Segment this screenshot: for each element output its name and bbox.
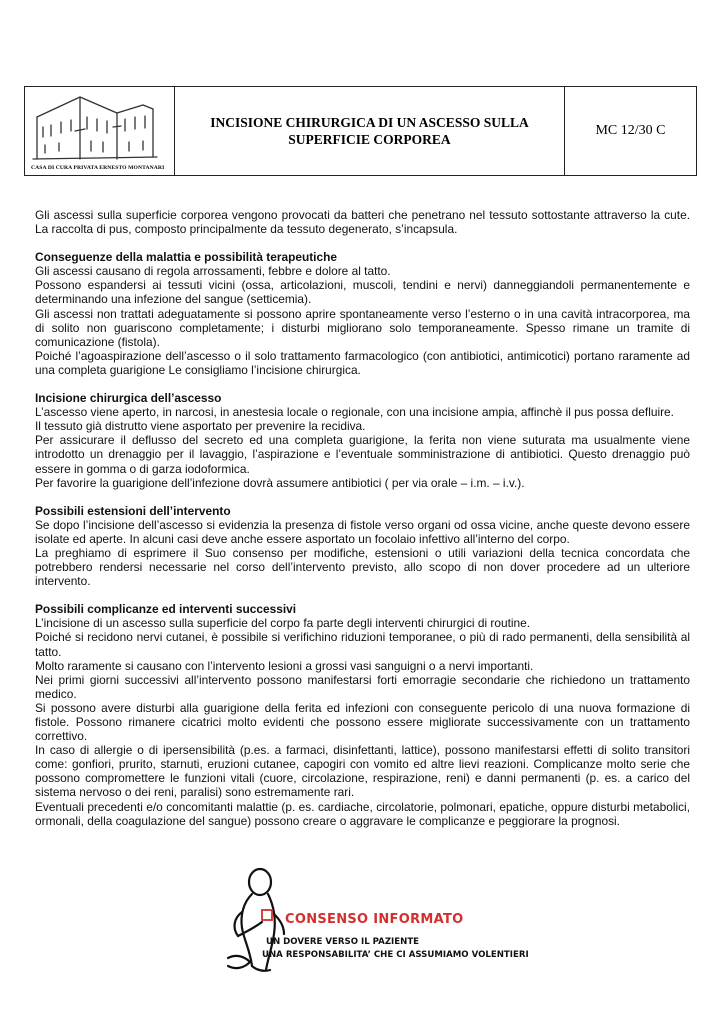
paragraph: L’ascesso viene aperto, in narcosi, in anestesia locale o regionale, con una incisione ampia, affinchè il pus possa defluire. xyxy=(35,405,674,420)
paragraph: Gli ascessi causano di regola arrossamenti, febbre e dolore al tatto. xyxy=(35,264,391,279)
paragraph: Poiché si recidono nervi cutanei, è possibile si verifichino riduzioni temporanee, o più di rado permanenti, della sensibilità al tatto. xyxy=(35,630,690,659)
paragraph: Gli ascessi non trattati adeguatamente si possono aprire spontaneamente verso l’esterno o in una cavità intracorporea, ma di solito non guariscono completamente; i disturbi migliorano solo temporaneamente. Spesso rimane un tramite di comunicazione (fistola). xyxy=(35,306,690,349)
section-complications xyxy=(35,602,690,828)
consent-title: CONSENSO INFORMATO xyxy=(285,912,464,927)
clinic-name: CASA DI CURA PRIVATA ERNESTO MONTANARI xyxy=(31,165,165,171)
paragraph: Si possono avere disturbi alla guarigione della ferita ed infezioni con conseguente pericolo di una nuova formazione di fistole. Possono rimanere cicatrici molto evidenti che possono essere migliorate successivamente con un trattamento correttivo. xyxy=(35,700,690,744)
paragraph: Nei primi giorni successivi all’intervento possono manifestarsi forti emorragie secondarie che richiedono un trattamento medico. xyxy=(35,672,690,701)
intro-paragraph: Gli ascessi sulla superficie corporea vengono provocati da batteri che penetrano nel tessuto sottostante attraverso la cute. La raccolta di pus, composto principalmente da tessuto degenerato, s’incapsula. xyxy=(35,208,690,237)
section-title: Possibili complicanze ed interventi successivi xyxy=(35,602,297,617)
section-consequences xyxy=(35,250,690,377)
consent-subtitle xyxy=(262,936,529,962)
paragraph: Il tessuto già distrutto viene asportato per prevenire la recidiva. xyxy=(35,419,366,434)
document-code: MC 12/30 C xyxy=(595,123,666,138)
paragraph: Molto raramente si causano con l’intervento lesioni a grossi vasi sanguigni o a nervi importanti. xyxy=(35,658,534,673)
document-title: INCISIONE CHIRURGICA DI UN ASCESSO SULLA SUPERFICIE CORPOREA xyxy=(175,87,565,175)
paragraph: Possono espandersi ai tessuti vicini (ossa, articolazioni, muscoli, tendini e nervi) danneggiandoli permanentemente e determinando una infezione del sangue (setticemia). xyxy=(35,278,690,307)
consent-line-1: UN DOVERE VERSO IL PAZIENTE xyxy=(266,937,420,947)
section-title: Possibili estensioni dell’intervento xyxy=(35,503,231,518)
section-title: Conseguenze della malattia e possibilità terapeutiche xyxy=(35,250,337,265)
section-surgical-incision xyxy=(35,391,690,490)
paragraph: La preghiamo di esprimere il Suo consenso per modifiche, estensioni o utili variazioni della tecnica concordata che potrebbero rendersi necessarie nel corso dell’intervento previsto, allo scopo di non dover procedere ad un ulteriore intervento. xyxy=(35,545,690,589)
paragraph: Eventuali precedenti e/o concomitanti malattie (p. es. cardiache, circolatorie, polmonari, epatiche, oppure disturbi metabolici, ormonali, della coagulazione del sangue) possono creare o aggravare le complicanze e peggiorare la prognosi. xyxy=(35,799,690,828)
section-extensions xyxy=(35,504,690,589)
paragraph: Per favorire la guarigione dell’infezione dovrà assumere antibiotici ( per via orale – i.m. – i.v.). xyxy=(35,475,525,490)
document-body xyxy=(35,208,690,828)
consent-line-2: UNA RESPONSABILITA’ CHE CI ASSUMIAMO VOLENTIERI xyxy=(262,950,529,960)
paragraph: Se dopo l’incisione dell’ascesso si evidenzia la presenza di fistole verso organi od ossa vicine, anche queste devono essere isolate ed aperte. In alcuni casi deve anche essere asportato un focolaio infettivo all’interno del corpo. xyxy=(35,517,690,546)
clinic-logo xyxy=(25,87,175,175)
paragraph: Per assicurare il deflusso del secreto ed una completa guarigione, la ferita non viene suturata ma usualmente viene introdotto un drenaggio per il lavaggio, l’aspirazione e l’eventuale somministrazione di antibiotici. Questo drenaggio può essere in gomma o di garza iodoformica. xyxy=(35,433,690,476)
paragraph: Poiché l’agoaspirazione dell’ascesso o il solo trattamento farmacologico (con antibiotici, antimicotici) portano raramente ad una completa guarigione Le consigliamo l’incisione chirurgica. xyxy=(35,348,690,377)
paragraph: In caso di allergie o di ipersensibilità (p.es. a farmaci, disinfettanti, lattice), possono manifestarsi effetti di solito transitori come: gonfiori, prurito, starnuti, eruzioni cutanee, capogiri con vomito ed altre lievi reazioni. Complicanze molto serie che possono compromettere le funzioni vitali (cuore, circolazione, respirazione, reni) e danni permanenti (p. es. a carico del sistema nervoso o dei reni, paralisi) sono estremamente rari. xyxy=(35,743,690,800)
paragraph: L’incisione di un ascesso sulla superficie del corpo fa parte degli interventi chirurgici di routine. xyxy=(35,616,531,631)
building-sketch-icon xyxy=(25,87,175,177)
section-title: Incisione chirurgica dell’ascesso xyxy=(35,391,222,406)
document-header xyxy=(24,86,697,176)
